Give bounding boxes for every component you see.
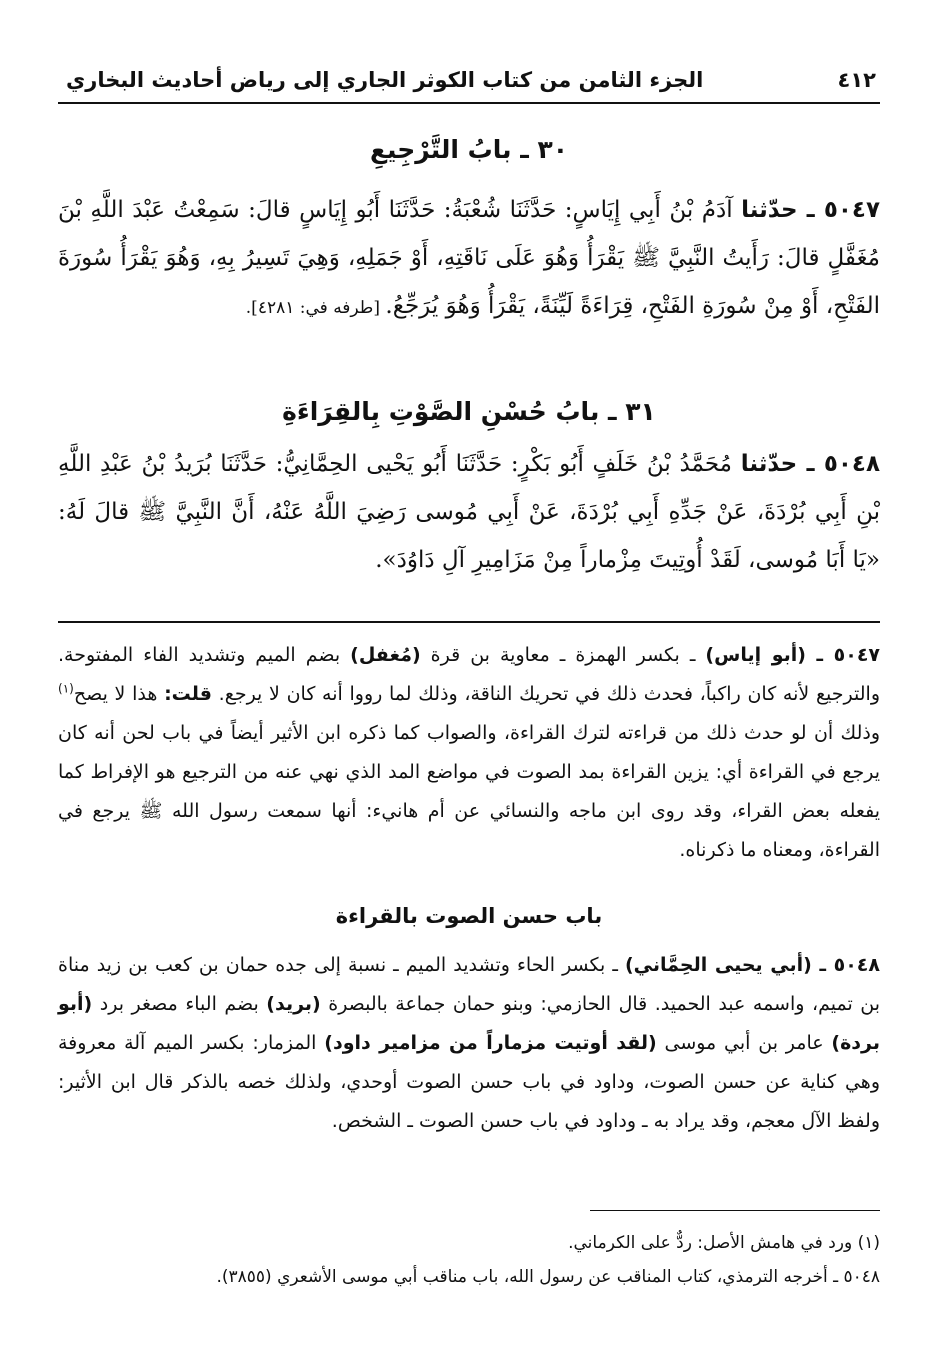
commentary-term: (لقد أوتيت مزماراً من مزامير داود)	[324, 1032, 657, 1054]
hadith-5047-text: آدَمُ بْنُ أَبِي إِيَاسٍ: حَدَّثَنَا شُعْبَةُ: حَدَّثَنَا أَبُو إِيَاسٍ قالَ: سَمِعْتُ عَبْدَ اللَّهِ بْنَ مُغَفَّلٍ قالَ: رَأَيتُ النَّبِيَّ ﷺ يَقْرَأُ وَهُوَ عَلَى نَاقَتِهِ، أَوْ جَمَلِهِ، وَهِيَ تَسِيرُ بِهِ، وَهُوَ يَقْرَأُ سُورَةَ الفَتْحِ، أَوْ مِنْ سُورَةِ الفَتْحِ، قِرَاءَةً لَيِّنَةً، يَقْرَأُ وَهُوَ يُرَجِّعُ.	[58, 197, 880, 319]
commentary-text: بضم الباء مصغر برد	[92, 993, 267, 1015]
commentary-5047-number: ٥٠٤٧ ـ	[816, 644, 881, 666]
chapter-30-title: ٣٠ ـ بابُ التَّرْجِيعِ	[369, 135, 569, 164]
hadith-5048-number: ٥٠٤٨ ـ حدّثنا	[740, 451, 880, 477]
running-header	[58, 62, 880, 104]
footnotes	[58, 1226, 880, 1294]
hadith-5047	[58, 186, 880, 332]
commentary-text: عامر بن أبي موسى	[656, 1032, 832, 1054]
page-number: ٤١٢	[837, 68, 876, 92]
hadith-5048	[58, 440, 880, 584]
commentary-term: (بريد)	[266, 993, 321, 1015]
commentary-5048	[58, 946, 880, 1141]
chapter-31-title: ٣١ ـ بابُ حُسْنِ الصَّوْتِ بِالقِرَاءَةِ	[282, 397, 656, 426]
footnote-1: (١) ورد في هامش الأصل: ردٌّ على الكرماني.	[568, 1233, 880, 1253]
hadith-5047-ref: [طرفه في: ٤٢٨١].	[245, 298, 386, 318]
commentary-term: (أبو بردة)	[58, 993, 880, 1054]
commentary-section-heading: باب حسن الصوت بالقراءة	[335, 904, 603, 928]
commentary-text: المزمار: بكسر الميم آلة معروفة وهي كناية عن حسن الصوت، وداود في باب حسن الصوت أوحدي، ولذلك خصه بالذكر قال ابن الأثير: ولفظ الآل معجم، وقد يراد به ـ وداود في باب حسن الصوت ـ الشخص.	[58, 1032, 880, 1132]
book-title: الجزء الثامن من كتاب الكوثر الجاري إلى رياض أحاديث البخاري	[66, 68, 704, 92]
commentary-5048-number: ٥٠٤٨ ـ	[819, 954, 880, 976]
commentary-text: بضم الميم وتشديد الفاء المفتوحة. والترجيع لأنه كان راكباً، فحدث ذلك في تحريك الناقة، وذلك لما رووا أنه كان لا يرجع.	[58, 644, 880, 705]
commentary-text: وذلك أن لو حدث ذلك من قراءته لترك القراءة، والصواب كما ذكره ابن الأثير أيضاً في باب لحن أنه كان يرجع في القراءة أي: يزين القراءة بمد الصوت في مواضع المد الذي نهي عنه من الترجيع هو الإفراط كما يفعله بعض القراء، وقد روى ابن ماجه والنسائي عن أم هانيء: أنها سمعت رسول الله ﷺ يرجع في القراءة، ومعناه ما ذكرناه.	[58, 722, 880, 861]
commentary-term: (مُغفل)	[350, 644, 421, 666]
commentary-term: قلت:	[164, 683, 212, 705]
commentary-text: هذا لا يصح	[73, 683, 165, 705]
footnote-rule	[590, 1210, 880, 1211]
footnote-takhrij: ٥٠٤٨ ـ أخرجه الترمذي، كتاب المناقب عن رسول الله، باب مناقب أبي موسى الأشعري (٣٨٥٥).	[216, 1267, 880, 1287]
commentary-text: ـ بكسر الهمزة ـ معاوية بن قرة	[420, 644, 706, 666]
commentary-text: ـ بكسر الحاء وتشديد الميم ـ نسبة إلى جده حمان بن كعب بن زيد مناة بن تميم، واسمه عبد الحميد. قال الحازمي: وبنو حمان جماعة بالبصرة	[58, 954, 880, 1015]
commentary-term: (أبي يحيى الحِمَّاني)	[624, 954, 820, 976]
section-divider	[58, 621, 880, 623]
footnote-marker: (١)	[58, 681, 74, 696]
commentary-term: (أبو إياس)	[705, 644, 817, 666]
commentary-5047	[58, 636, 880, 870]
hadith-5048-text: مُحَمَّدُ بْنُ خَلَفٍ أَبُو بَكْرٍ: حَدَّثَنَا أَبُو يَحْيى الحِمَّانِيُّ: حَدَّثَنَا بُرَيدُ بْنُ عَبْدِ اللَّهِ بْنِ أَبِي بُرْدَةَ، عَنْ جَدِّهِ أَبِي بُرْدَةَ، عَنْ أَبِي مُوسى رَضِيَ اللَّهُ عَنْهُ، أَنَّ النَّبِيَّ ﷺ قالَ لَهُ: «يَا أَبَا مُوسى، لَقَدْ أُوتِيتَ مِزْماراً مِنْ مَزَامِيرِ آلِ دَاوُدَ».	[58, 451, 880, 573]
hadith-5047-number: ٥٠٤٧ ـ حدّثنا	[741, 197, 880, 223]
